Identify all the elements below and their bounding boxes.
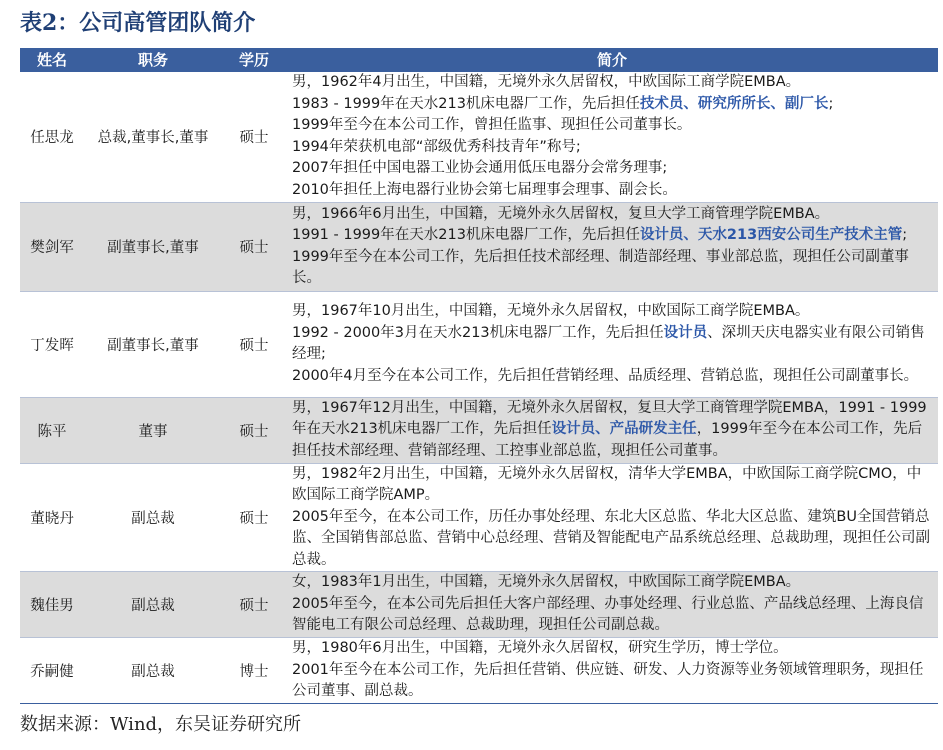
header-edu: 学历: [238, 51, 269, 69]
cell-role: 副董事长,董事: [107, 240, 199, 256]
cell-education: 硕士: [239, 240, 269, 256]
bio-paragraph: [292, 572, 934, 594]
cell-bio: [286, 638, 938, 704]
table-row: [20, 463, 938, 572]
bio-text: 1994年荣获机电部“部级优秀科技青年”称号;: [292, 138, 581, 155]
bio-text: 2001年至今在本公司工作，先后担任营销、供应链、研发、人力资源等业务领域管理职务，现担任公司董事、副总裁。: [292, 661, 924, 700]
bio-paragraph: [292, 204, 934, 226]
bio-highlight: 设计员、产品研发主任: [551, 421, 697, 438]
bio-paragraph: [292, 638, 934, 660]
bio-paragraph: [292, 398, 934, 463]
cell-education: 硕士: [239, 510, 269, 527]
bio-text: 男，1962年4月出生，中国籍，无境外永久居留权，中欧国际工商学院EMBA。: [292, 74, 801, 91]
bio-text: 1999年至今在本公司工作，曾担任监事、现担任公司董事长。: [292, 117, 692, 134]
cell-role: 总裁,董事长,董事: [97, 130, 209, 147]
cell-role: 副总裁: [131, 598, 175, 614]
executive-table-container: [20, 48, 938, 704]
cell-name: 陈平: [37, 423, 67, 440]
bio-highlight: 设计员、天水213西安公司生产技术主管: [639, 227, 903, 243]
cell-bio: [286, 463, 938, 572]
cell-name: 樊剑军: [30, 240, 74, 256]
cell-role: 副总裁: [131, 664, 175, 680]
bio-text: 2005年至今，在本公司工作，历任办事处经理、东北大区总监、华北大区总监、建筑BU全国营销总监、全国销售部总监、营销中心总经理、营销及智能配电产品系统总经理、总裁助理，现担任公司副总裁。: [292, 508, 930, 568]
bio-text: 男，1967年12月出生，中国籍，无境外永久居留权，复旦大学工商管理学院EMBA，1991 - 1999年在天水213机床电器厂工作，先后担任: [292, 399, 927, 438]
bio-paragraph: [292, 158, 934, 180]
bio-paragraph: [292, 94, 934, 116]
bio-paragraph: [292, 225, 934, 247]
executive-table: [20, 48, 938, 704]
bio-text: 男，1980年6月出生，中国籍，无境外永久居留权，研究生学历，博士学位。: [292, 640, 788, 657]
bio-text: ;: [828, 95, 834, 112]
bio-paragraph: [292, 301, 934, 323]
bio-paragraph: [292, 660, 934, 703]
bio-paragraph: [292, 507, 934, 572]
bio-text: 2000年4月至今在本公司工作，先后担任营销经理、品质经理、营销总监，现担任公司副董事长。: [292, 367, 919, 384]
bio-text: 2005年至今，在本公司先后担任大客户部经理、办事处经理、行业总监、产品线总经理、上海良信智能电工有限公司总经理、总裁助理，现担任公司副总裁。: [292, 595, 924, 634]
table-row: [20, 397, 938, 463]
bio-text: 、深圳天庆电器实业有限公司销售经理;: [292, 324, 925, 362]
table-body: [20, 72, 938, 704]
bio-highlight: 设计员: [663, 324, 708, 341]
bio-paragraph: [292, 323, 934, 366]
table-row: [20, 291, 938, 397]
bio-paragraph: [292, 115, 934, 137]
cell-bio: [286, 572, 938, 638]
bio-text: 1992 - 2000年3月在天水213机床电器厂工作，先后担任: [292, 324, 664, 341]
table-bottom-rule: [20, 703, 938, 704]
cell-education: 硕士: [239, 598, 269, 614]
table-row: [20, 572, 938, 638]
table-header-row: [20, 48, 938, 72]
bio-paragraph: [292, 594, 934, 637]
cell-name: 董晓丹: [30, 510, 74, 527]
bio-paragraph: [292, 137, 934, 159]
bio-text: 2010年担任上海电器行业协会第七届理事会理事、副会长。: [292, 181, 677, 198]
bio-text: 1999年至今在本公司工作，先后担任技术部经理、制造部经理、事业部总监，现担任公司副董事长。: [292, 248, 909, 286]
cell-name: 丁发晖: [30, 337, 74, 354]
cell-name: 乔嗣健: [30, 664, 74, 680]
bio-paragraph: [292, 72, 934, 94]
table-row: [20, 638, 938, 704]
header-role: 职务: [137, 51, 168, 69]
cell-role: 副董事长,董事: [107, 337, 199, 354]
data-source: 数据来源：Wind，东吴证券研究所: [20, 714, 302, 735]
cell-role: 副总裁: [131, 510, 175, 527]
bio-text: 男，1982年2月出生，中国籍，无境外永久居留权，清华大学EMBA，中欧国际工商学院CMO，中欧国际工商学院AMP。: [292, 465, 922, 503]
cell-bio: [286, 397, 938, 463]
cell-bio: [286, 291, 938, 397]
cell-name: 任思龙: [30, 130, 74, 147]
bio-text: ;: [902, 227, 908, 243]
cell-education: 硕士: [239, 423, 269, 440]
bio-text: ，1999年至今在本公司工作，先后担任技术部经理、营销部经理、工控事业部总监，现担任公司董事。: [292, 421, 923, 459]
bio-highlight: 技术员、研究所所长、副厂长: [639, 95, 829, 112]
bio-text: 女，1983年1月出生，中国籍，无境外永久居留权，中欧国际工商学院EMBA。: [292, 574, 801, 591]
cell-education: 硕士: [239, 337, 269, 354]
table-row: [20, 202, 938, 291]
table-row: [20, 72, 938, 202]
cell-education: 硕士: [239, 130, 269, 147]
bio-paragraph: [292, 464, 934, 507]
bio-paragraph: [292, 247, 934, 290]
bio-text: 1991 - 1999年在天水213机床电器厂工作，先后担任: [292, 227, 640, 243]
bio-paragraph: [292, 180, 934, 202]
bio-text: 1983 - 1999年在天水213机床电器厂工作，先后担任: [292, 95, 640, 112]
header-bio: 简介: [596, 51, 627, 69]
cell-name: 魏佳男: [30, 598, 74, 614]
cell-education: 博士: [239, 664, 269, 680]
bio-text: 男，1966年6月出生，中国籍，无境外永久居留权，复旦大学工商管理学院EMBA。: [292, 205, 830, 222]
bio-text: 男，1967年10月出生，中国籍，无境外永久居留权，中欧国际工商学院EMBA。: [292, 303, 810, 319]
bio-paragraph: [292, 366, 934, 388]
cell-bio: [286, 202, 938, 291]
cell-bio: [286, 72, 938, 202]
header-name: 姓名: [36, 51, 67, 69]
bio-text: 2007年担任中国电器工业协会通用低压电器分会常务理事;: [292, 160, 668, 177]
table-title: 表2：公司高管团队简介: [20, 10, 256, 36]
cell-role: 董事: [138, 423, 168, 440]
